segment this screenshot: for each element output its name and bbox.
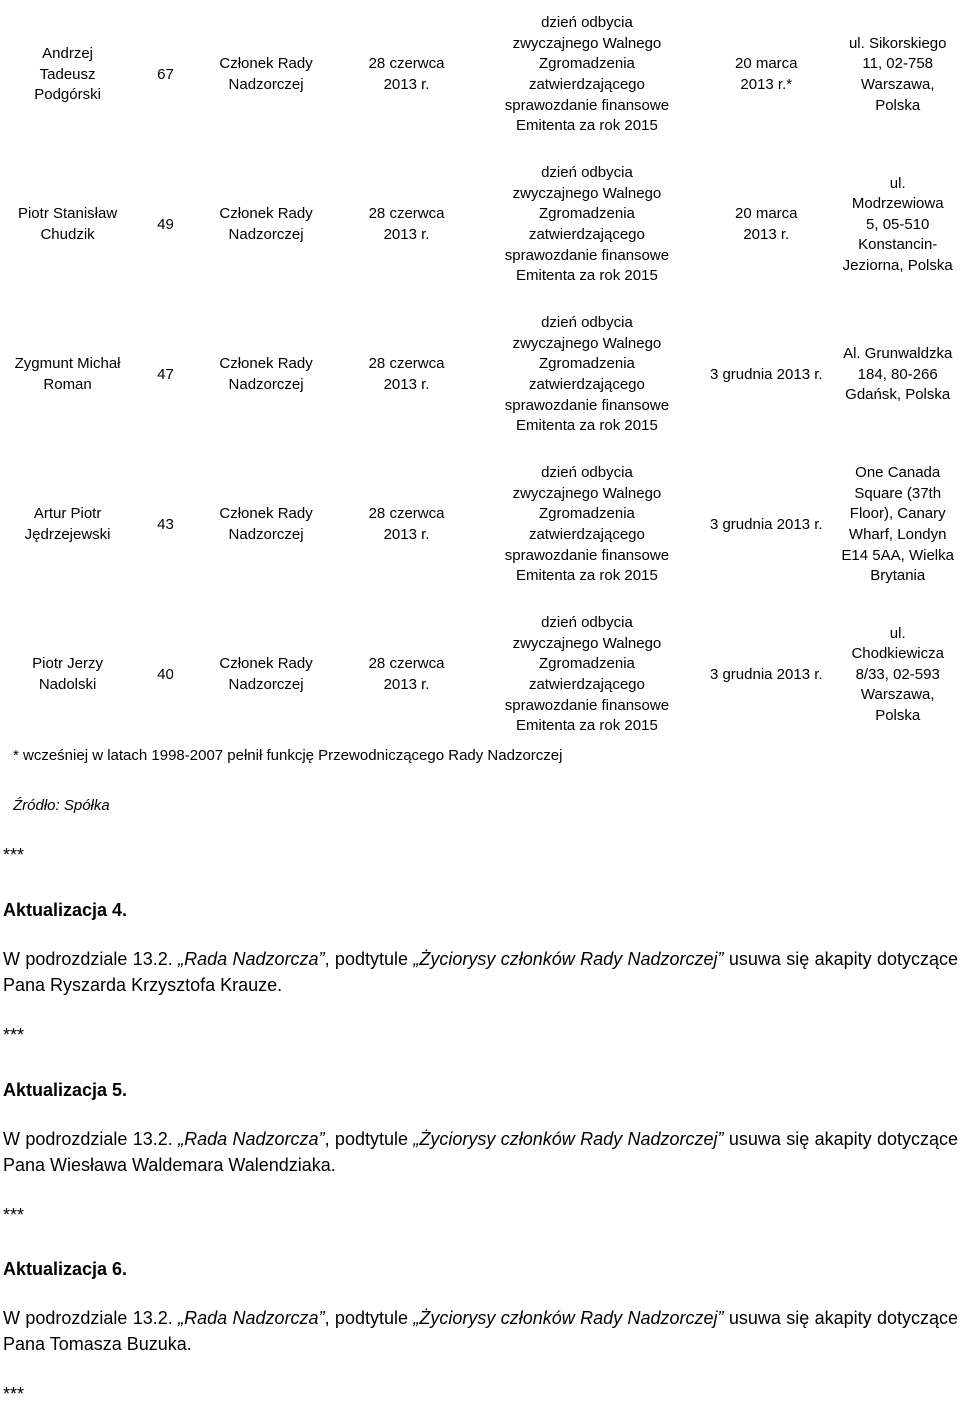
section-name: „Rada Nadzorcza” [178,1308,325,1328]
subtitle-name: „Życiorysy członków Rady Nadzorczej” [413,1308,724,1328]
cell-line: 28 czerwca [368,55,445,73]
cell-line: Zgromadzenia [538,355,635,373]
role-cell [196,300,336,450]
cell-line: zatwierdzającego [528,76,645,93]
appointment-date-cell [336,150,476,300]
first-appointment-cell [697,450,835,600]
address-cell [835,300,960,450]
paragraph-middle: , podtytule [324,1308,414,1328]
cell-line: Floor), Canary [849,505,946,523]
cell-line: Członek Rady [219,205,313,223]
cell-line: zatwierdzającego [528,226,645,243]
cell-line: Zgromadzenia [538,505,635,523]
table-row [0,300,960,450]
cell-line: 28 czerwca [368,355,445,373]
age-cell [135,300,196,450]
cell-line: Emitenta za rok 2015 [516,567,658,585]
table-row [0,0,960,150]
cell-line: Nadzorczej [228,676,304,693]
separator: *** [3,1384,25,1404]
cell-line: zatwierdzającego [528,526,645,543]
cell-value: 43 [157,515,174,533]
cell-line: Brytania [870,567,926,585]
cell-line: 11, 02-758 [862,55,934,73]
source-note: Źródło: Spółka [13,797,110,814]
cell-line: Emitenta za rok 2015 [516,417,658,435]
cell-line: Gdańsk, Polska [845,386,951,404]
cell-line: Emitenta za rok 2015 [516,717,658,735]
cell-line: Piotr Stanisław [17,205,118,223]
cell-line: Modrzewiowa [851,195,944,213]
cell-line: zwyczajnego Walnego [512,184,662,202]
cell-line: 2013 r. [383,376,430,393]
cell-line: 2013 r. [383,676,430,693]
table-row [0,450,960,600]
cell-line: 8/33, 02-593 [855,665,940,683]
name-cell [0,150,135,300]
cell-line: E14 5AA, Wielka [841,546,954,564]
address-cell [835,150,960,300]
paragraph-prefix: W podrozdziale 13.2. [3,1129,179,1149]
cell-line: Jędrzejewski [24,526,111,543]
cell-line: Tadeusz [39,65,96,83]
table-row [0,600,960,750]
cell-line: Członek Rady [219,55,313,73]
cell-line: sprawozdanie finansowe [504,396,670,414]
cell-line: 5, 05-510 [866,215,930,233]
cell-line: zwyczajnego Walnego [512,34,662,52]
first-appointment-cell [697,0,835,150]
cell-line: 20 marca [734,55,798,73]
separator: *** [3,845,25,865]
cell-line: dzień odbycia [541,164,633,182]
role-cell [196,600,336,750]
update-paragraph [3,946,958,998]
cell-line: Warszawa, [860,686,935,704]
cell-line: Jeziorna, Polska [842,256,953,274]
cell-line: sprawozdanie finansowe [504,696,670,714]
cell-line: ul. [889,624,906,642]
cell-line: Nadolski [38,676,97,693]
cell-line: 2013 r.* [740,76,793,93]
cell-line: Piotr Jerzy [32,655,103,673]
term-end-cell [477,0,697,150]
cell-line: dzień odbycia [541,314,633,332]
cell-line: 28 czerwca [368,505,445,523]
cell-line: 2013 r. [743,226,790,243]
first-appointment-cell [697,600,835,750]
cell-line: 20 marca [734,205,798,223]
cell-line: zwyczajnego Walnego [512,634,662,652]
footnote: * wcześniej w latach 1998-2007 pełnił funkcję Przewodniczącego Rady Nadzorczej [13,747,563,764]
name-cell [0,450,135,600]
cell-line: dzień odbycia [541,464,633,482]
name-cell [0,0,135,150]
cell-value: 40 [157,665,174,683]
cell-line: dzień odbycia [541,14,633,32]
cell-line: 184, 80-266 [857,365,938,383]
cell-line: Warszawa, [860,76,935,93]
cell-line: 28 czerwca [368,205,445,223]
cell-line: zatwierdzającego [528,676,645,693]
appointment-date-cell [336,300,476,450]
cell-line: Emitenta za rok 2015 [516,267,658,285]
cell-line: Zgromadzenia [538,655,635,673]
cell-value: 47 [157,365,174,383]
cell-line: zwyczajnego Walnego [512,334,662,352]
cell-line: Nadzorczej [228,76,304,93]
role-cell [196,450,336,600]
cell-value: 49 [157,215,174,233]
separator: *** [3,1205,25,1225]
term-end-cell [477,600,697,750]
appointment-date-cell [336,450,476,600]
paragraph-suffix: usuwa się akapity dotyczące Pana Wiesława Waldemara Walendziaka. [3,1129,959,1175]
role-cell [196,150,336,300]
cell-line: Nadzorczej [228,226,304,243]
cell-line: One Canada [855,464,941,482]
cell-line: zatwierdzającego [528,376,645,393]
subtitle-name: „Życiorysy członków Rady Nadzorczej” [413,1129,724,1149]
cell-line: Konstancin- [858,236,938,254]
cell-line: 2013 r. [383,526,430,543]
cell-line: 3 grudnia 2013 r. [709,515,823,533]
cell-line: Nadzorczej [228,376,304,393]
cell-line: Podgórski [34,86,101,104]
cell-line: 28 czerwca [368,655,445,673]
term-end-cell [477,300,697,450]
separator: *** [3,1025,25,1045]
section-name: „Rada Nadzorcza” [178,949,325,969]
cell-line: Członek Rady [219,505,313,523]
table-row [0,150,960,300]
update-title: Aktualizacja 4. [3,900,128,920]
cell-line: Roman [43,376,92,393]
cell-line: Chodkiewicza [851,645,944,663]
cell-line: sprawozdanie finansowe [504,546,670,564]
paragraph-middle: , podtytule [324,949,414,969]
age-cell [135,0,196,150]
cell-line: dzień odbycia [541,614,633,632]
term-end-cell [477,150,697,300]
cell-line: Polska [875,96,921,114]
cell-line: 2013 r. [383,226,430,243]
cell-line: Członek Rady [219,655,313,673]
update-title: Aktualizacja 6. [3,1259,128,1279]
cell-line: Polska [875,706,921,724]
cell-line: 3 grudnia 2013 r. [709,365,823,383]
paragraph-prefix: W podrozdziale 13.2. [3,949,179,969]
cell-line: ul. Sikorskiego [848,34,947,52]
name-cell [0,300,135,450]
cell-line: sprawozdanie finansowe [504,246,670,264]
address-cell [835,0,960,150]
cell-line: 2013 r. [383,76,430,93]
section-name: „Rada Nadzorcza” [178,1129,325,1149]
cell-line: Al. Grunwaldzka [843,345,953,363]
cell-line: Członek Rady [219,355,313,373]
cell-line: sprawozdanie finansowe [504,96,670,114]
appointment-date-cell [336,600,476,750]
cell-line: zwyczajnego Walnego [512,484,662,502]
update-paragraph [3,1305,958,1357]
first-appointment-cell [697,300,835,450]
term-end-cell [477,450,697,600]
age-cell [135,450,196,600]
cell-line: Andrzej [42,45,93,63]
paragraph-suffix: usuwa się akapity dotyczące Pana Tomasza Buzuka. [3,1308,959,1354]
cell-line: Wharf, Londyn [848,526,947,543]
age-cell [135,600,196,750]
update-paragraph [3,1126,958,1178]
cell-line: Nadzorczej [228,526,304,543]
cell-line: Square (37th [854,484,942,502]
address-cell [835,450,960,600]
paragraph-prefix: W podrozdziale 13.2. [3,1308,179,1328]
cell-line: Artur Piotr [33,505,102,523]
name-cell [0,600,135,750]
update-title: Aktualizacja 5. [3,1080,128,1100]
cell-line: Emitenta za rok 2015 [516,117,658,135]
first-appointment-cell [697,150,835,300]
cell-line: ul. [889,174,906,192]
paragraph-middle: , podtytule [324,1129,414,1149]
paragraph-suffix: usuwa się akapity dotyczące Pana Ryszarda Krzysztofa Krauze. [3,949,959,995]
subtitle-name: „Życiorysy członków Rady Nadzorczej” [413,949,724,969]
address-cell [835,600,960,750]
appointment-date-cell [336,0,476,150]
cell-value: 67 [157,65,174,83]
age-cell [135,150,196,300]
cell-line: Zgromadzenia [538,205,635,223]
role-cell [196,0,336,150]
cell-line: 3 grudnia 2013 r. [709,665,823,683]
cell-line: Zygmunt Michał [14,355,121,373]
cell-line: Chudzik [40,226,95,243]
cell-line: Zgromadzenia [538,55,635,73]
